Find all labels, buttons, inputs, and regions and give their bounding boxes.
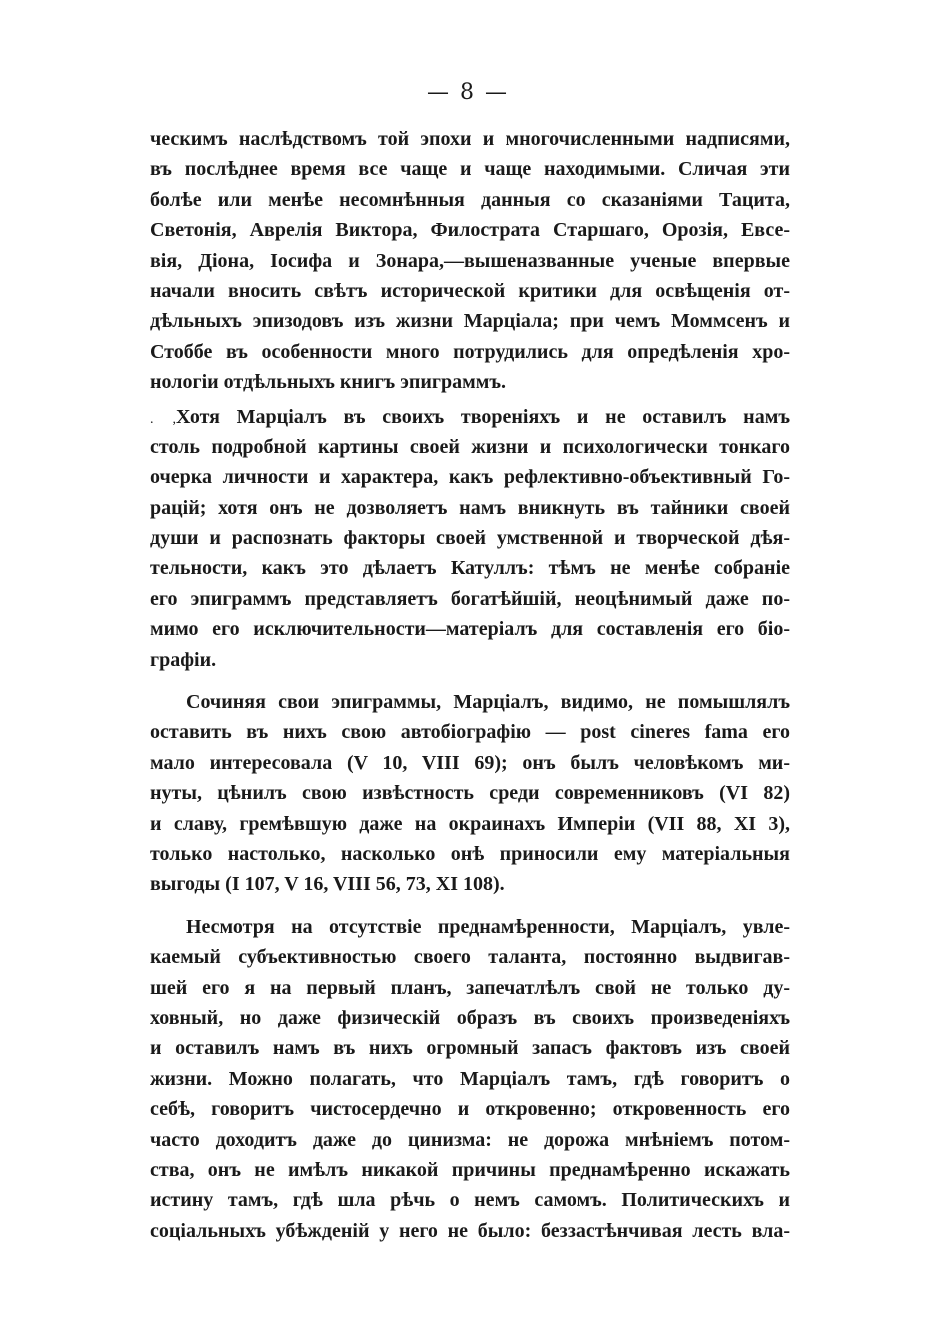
page-number: — 8 — [427, 80, 509, 105]
text-line: Светонія, Аврелія Виктора, Филострата Старшаго, Орозія, Евсе- [150, 219, 790, 242]
text-line: очерка личности и характера, какъ рефлективно-объективный Го- [150, 466, 790, 489]
body-text [150, 124, 790, 1246]
text-line: мимо его исключительности—матеріалъ для составленія его біо- [150, 618, 790, 641]
text-line: Сочиняя свои эпиграммы, Марціалъ, видимо, не помышлялъ [186, 691, 790, 714]
text-line: и славу, гремѣвшую даже на окраинахъ Имперіи (VII 88, XI 3), [150, 812, 790, 835]
text-line: тельности, какъ это дѣлаетъ Катуллъ: тѣмъ не менѣе собраніе [150, 557, 790, 580]
text-line: Хотя Марціалъ въ своихъ твореніяхъ и не оставилъ намъ [176, 405, 790, 428]
margin-mark: . , [150, 411, 176, 427]
paragraph-1 [150, 124, 790, 398]
text-line: столь подробной картины своей жизни и психологически тонкаго [150, 435, 790, 458]
text-line: часто доходитъ даже до цинизма: не дорожа мнѣніемъ потом- [150, 1128, 790, 1151]
text-line: вія, Діона, Іосифа и Зонара,—вышеназванные ученые впервые [150, 249, 790, 272]
text-line: себѣ, говоритъ чистосердечно и откровенно; откровенность его [150, 1098, 790, 1121]
text-line: и оставилъ намъ въ нихъ огромный запасъ фактовъ изъ своей [150, 1037, 790, 1060]
text-line: каемый субъективностью своего таланта, постоянно выдвигав- [150, 946, 790, 969]
text-line: оставить въ нихъ свою автобіографію — post cineres fama его [150, 721, 790, 744]
text-line: графіи. [150, 648, 217, 671]
text-line: ховный, но даже физическій образъ въ своихъ произведеніяхъ [150, 1006, 790, 1029]
text-line: выгоды (I 107, V 16, VIII 56, 73, XI 108). [150, 873, 505, 896]
text-line: его эпиграммъ представляетъ богатѣйшій, неоцѣнимый даже по- [150, 587, 790, 610]
text-line: болѣе или менѣе несомнѣнныя данныя со сказаніями Тацита, [150, 188, 790, 211]
text-line: Стоббе въ особенности много потрудились для опредѣленія хро- [150, 340, 790, 363]
text-line: ческимъ наслѣдствомъ той эпохи и многочисленными надписями, [150, 128, 790, 150]
text-line: дѣльныхъ эпизодовъ изъ жизни Марціала; при чемъ Моммсенъ и [150, 310, 790, 333]
text-line: ства, онъ не имѣлъ никакой причины преднамѣренно искажать [150, 1158, 790, 1181]
text-line: рацій; хотя онъ не дозволяетъ намъ вникнуть въ тайники своей [150, 496, 790, 519]
text-line: нуты, цѣнилъ свою извѣстность среди современниковъ (VI 82) [150, 782, 790, 805]
text-line: мало интересовала (V 10, VIII 69); онъ былъ человѣкомъ ми- [150, 751, 790, 774]
text-line: истину тамъ, гдѣ шла рѣчь о немъ самомъ. Политическихъ и [150, 1189, 790, 1212]
text-line: души и распознать факторы своей умственной и творческой дѣя- [150, 527, 790, 550]
paragraph-3 [150, 687, 790, 900]
text-line: соціальныхъ убѣжденій у него не было: беззастѣнчивая лесть вла- [150, 1219, 790, 1242]
paragraph-4 [150, 912, 790, 1246]
text-line: въ послѣднее время все чаще и чаще находимыми. Сличая эти [150, 158, 790, 181]
paragraph-2 [150, 402, 790, 676]
text-line-first [150, 402, 790, 432]
text-line: шей его я на первый планъ, запечатлѣлъ свой не только ду- [150, 976, 790, 999]
text-line: жизни. Можно полагать, что Марціалъ тамъ, гдѣ говоритъ о [150, 1067, 790, 1090]
text-line: Несмотря на отсутствіе преднамѣренности, Марціалъ, увле- [186, 915, 790, 938]
text-line: начали вносить свѣтъ исторической критики для освѣщенія от- [150, 279, 790, 302]
text-line: нологіи отдѣльныхъ книгъ эпиграммъ. [150, 371, 507, 394]
text-line: только настолько, насколько онѣ приносили ему матеріальныя [150, 842, 790, 865]
